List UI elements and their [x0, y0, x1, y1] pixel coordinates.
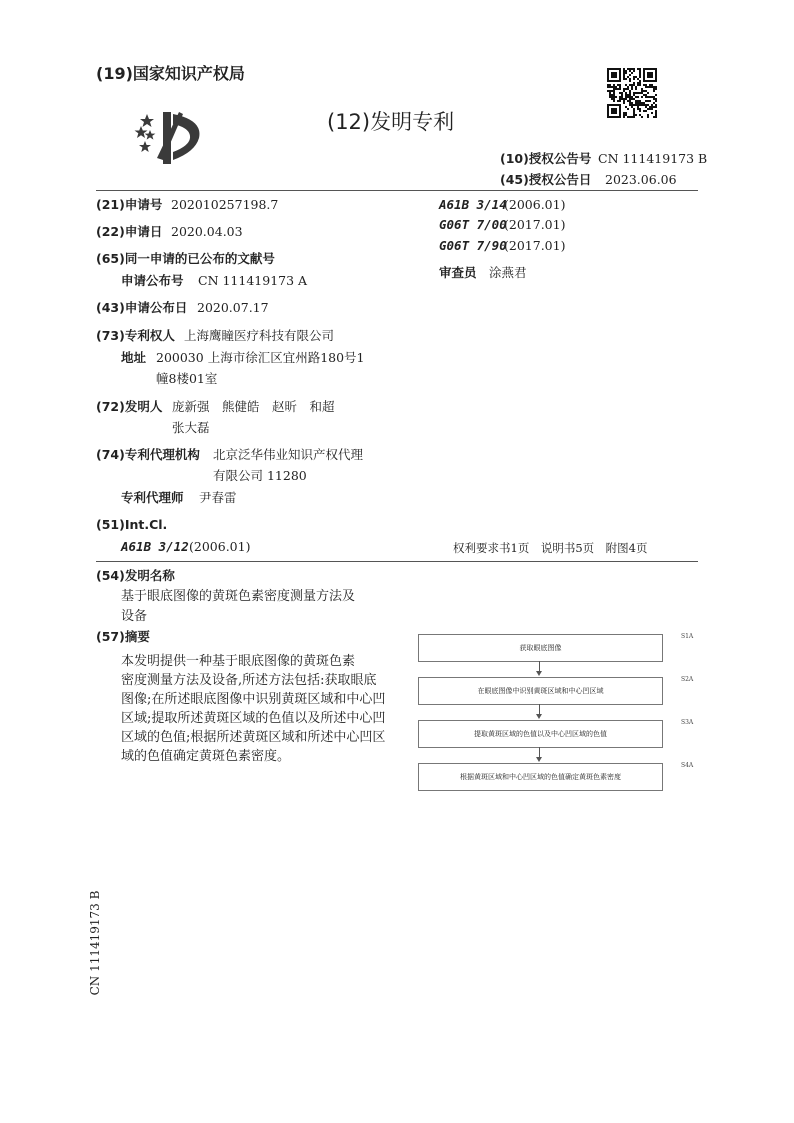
examiner-label: 审查员: [439, 265, 477, 280]
flow-arrow-head-3: [536, 757, 542, 762]
header-divider: [96, 190, 698, 191]
class-year-2: (2017.01): [504, 217, 566, 232]
publication-date-label: (43)申请公布日: [96, 300, 188, 315]
grant-date: 2023.06.06: [605, 172, 677, 187]
prior-publication-label: (65)同一申请的已公布的文献号: [96, 251, 275, 266]
invention-title-label: (54)发明名称: [96, 568, 175, 583]
grant-number-label: (10)授权公告号: [500, 151, 592, 166]
cnipa-logo-icon: [133, 108, 205, 168]
agency-line-1: 北京泛华伟业知识产权代理: [213, 447, 364, 462]
agency-label: (74)专利代理机构: [96, 447, 200, 462]
patentee-name: 上海鹰瞳医疗科技有限公司: [184, 328, 335, 343]
agent-label: 专利代理师: [121, 490, 184, 505]
biblio-divider: [96, 561, 698, 562]
application-date-label: (22)申请日: [96, 224, 163, 239]
flow-step-4: 根据黄斑区域和中心凹区域的色值确定黄斑色素密度: [418, 763, 663, 791]
application-number-label: (21)申请号: [96, 197, 163, 212]
flow-tag-1: S1A: [681, 633, 694, 640]
intcl-label: (51)Int.Cl.: [96, 517, 168, 532]
abstract-line-2: 密度测量方法及设备,所述方法包括:获取眼底: [121, 673, 377, 688]
flow-step-2: 在眼底图像中识别黄斑区域和中心凹区域: [418, 677, 663, 705]
address-line-1: 200030 上海市徐汇区宜州路180号1: [156, 350, 365, 365]
invention-title-line-1: 基于眼底图像的黄斑色素密度测量方法及: [121, 589, 356, 604]
grant-number: CN 111419173 B: [598, 151, 708, 166]
inventors-label: (72)发明人: [96, 399, 163, 414]
abstract-line-5: 区域的色值;根据所述黄斑区域和所述中心凹区: [121, 730, 386, 745]
flow-tag-2: S2A: [681, 676, 694, 683]
office-name: (19)国家知识产权局: [96, 64, 245, 83]
flow-step-3: 提取黄斑区域的色值以及中心凹区域的色值: [418, 720, 663, 748]
agent-name: 尹春雷: [199, 490, 237, 505]
address-line-2: 幢8楼01室: [156, 371, 218, 386]
flow-arrow-head-1: [536, 671, 542, 676]
application-number: 202010257198.7: [171, 197, 279, 212]
class-code-3: G06T 7/90: [439, 238, 507, 253]
abstract-line-6: 域的色值确定黄斑色素密度。: [121, 749, 291, 764]
intcl-code: A61B 3/12: [121, 539, 189, 554]
grant-date-label: (45)授权公告日: [500, 172, 592, 187]
side-number-wrap: [88, 888, 102, 998]
class-code-2: G06T 7/00: [439, 217, 507, 232]
abstract-line-4: 区域;提取所述黄斑区域的色值以及所述中心凹: [121, 711, 386, 726]
qr-module: [655, 116, 657, 118]
examiner-name: 涂燕君: [489, 265, 527, 280]
inventors-line-2: 张大磊: [172, 420, 210, 435]
publication-number: CN 111419173 A: [198, 273, 308, 288]
flow-step-1: 获取眼底图像: [418, 634, 663, 662]
abstract-line-3: 图像;在所述眼底图像中识别黄斑区域和中心凹: [121, 692, 386, 707]
publication-date: 2020.07.17: [197, 300, 269, 315]
class-year-1: (2006.01): [504, 197, 566, 212]
class-code-1: A61B 3/14: [439, 197, 507, 212]
class-year-3: (2017.01): [504, 238, 566, 253]
agency-line-2: 有限公司 11280: [213, 468, 307, 483]
abstract-text: [121, 652, 385, 766]
side-document-number: CN 111419173 B: [88, 890, 102, 996]
page-counts: 权利要求书1页 说明书5页 附图4页: [453, 541, 648, 555]
patentee-label: (73)专利权人: [96, 328, 175, 343]
address-label: 地址: [121, 350, 147, 365]
abstract-line-1: 本发明提供一种基于眼底图像的黄斑色素: [121, 654, 356, 669]
flow-arrow-head-2: [536, 714, 542, 719]
invention-title-line-2: 设备: [121, 609, 148, 624]
flow-tag-4: S4A: [681, 762, 694, 769]
abstract-label: (57)摘要: [96, 629, 150, 644]
application-date: 2020.04.03: [171, 224, 243, 239]
inventors-line-1: 庞新强 熊健皓 赵昕 和超: [172, 399, 335, 414]
document-type: (12)发明专利: [327, 110, 455, 134]
publication-number-label: 申请公布号: [121, 273, 184, 288]
flow-tag-3: S3A: [681, 719, 694, 726]
qr-code: [607, 68, 657, 118]
intcl-year: (2006.01): [189, 539, 251, 554]
